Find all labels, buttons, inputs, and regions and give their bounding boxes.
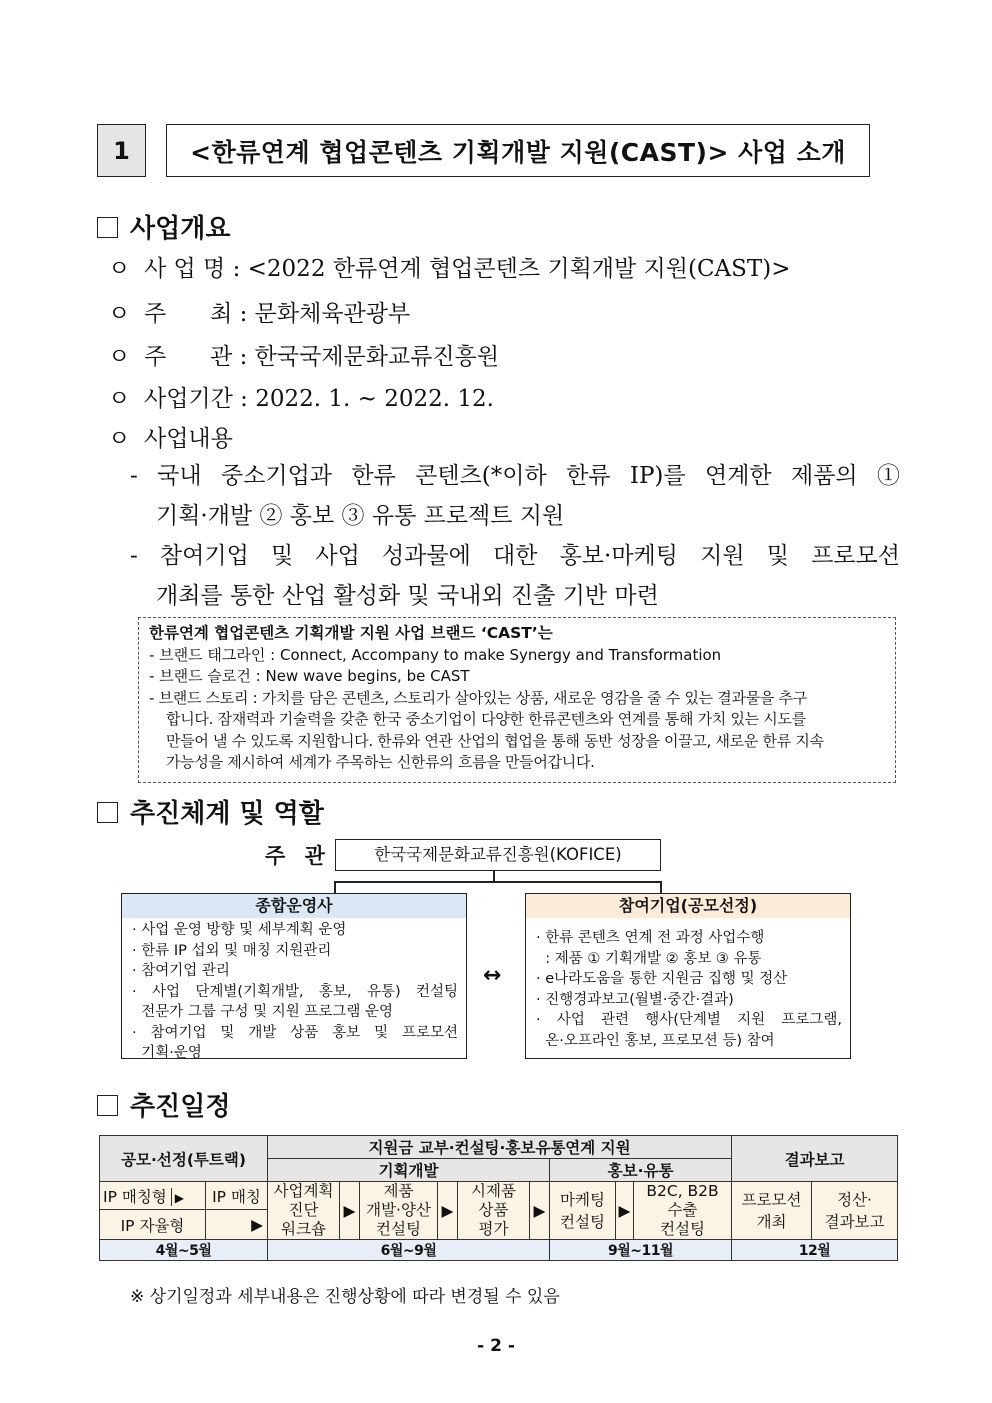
bullet-icon: ㅇ <box>108 386 131 412</box>
operator-item: · 참여기업 및 개발 상품 홍보 및 프로모션 <box>132 1024 458 1041</box>
detail-line: - 참여기업 및 사업 성과물에 대한 홍보·마케팅 지원 및 프로모션 <box>130 543 900 569</box>
header-recruit: 공모·선정(투트랙) <box>100 1136 268 1182</box>
ip-match-type-cell <box>100 1182 206 1210</box>
step-line: 진단 <box>288 1201 319 1219</box>
step-product-dev <box>360 1182 438 1240</box>
detail-line: - 국내 중소기업과 한류 콘텐츠(*이하 한류 IP)를 연계한 제품의 ① <box>130 463 900 489</box>
period-3: 9월~11월 <box>550 1240 732 1261</box>
detail-item-2 <box>130 536 900 616</box>
overview-item-label: 사 업 명 : <2022 한류연계 협업콘텐츠 기획개발 지원(CAST)> <box>144 256 791 282</box>
step-line: 컨설팅 <box>376 1220 421 1238</box>
detail-line: 기획·개발 ② 홍보 ③ 유통 프로젝트 지원 <box>156 503 565 529</box>
step-workshop <box>268 1182 340 1240</box>
operator-item: · 한류 IP 섭외 및 매칭 지원관리 <box>132 942 332 959</box>
host-label: 주 관 <box>265 844 331 868</box>
overview-heading <box>97 208 230 245</box>
step-line: 컨설팅 <box>560 1212 605 1231</box>
period-4: 12월 <box>732 1240 898 1261</box>
page-title: <한류연계 협업콘텐츠 기획개발 지원(CAST)> 사업 소개 <box>166 124 870 177</box>
overview-item-label: 주 관 : 한국국제문화교류진흥원 <box>144 344 500 370</box>
arrow-right-icon: ▶ <box>206 1210 268 1240</box>
step-line: 제품 <box>383 1182 414 1200</box>
step-prototype-eval <box>458 1182 530 1240</box>
overview-item-organizer <box>108 338 499 371</box>
brand-info-box <box>138 617 896 783</box>
brand-slogan: - 브랜드 슬로건 : New wave begins, be CAST <box>149 667 470 685</box>
operator-box <box>121 893 467 1059</box>
ip-match-type-label: IP 매칭형 <box>103 1187 167 1206</box>
connector-line <box>334 881 662 883</box>
brand-story-line: 만들어 낼 수 있도록 지원합니다. 한류와 연관 산업의 협업을 통해 동반 성장을 이끌고, 새로운 한류 지속 <box>166 731 824 750</box>
page-number: - 2 - <box>477 1336 515 1356</box>
overview-item-period <box>108 380 494 413</box>
step-line: 정산· <box>837 1190 872 1209</box>
brand-story-line: 합니다. 잠재력과 기술력을 갖춘 한국 중소기업이 다양한 한류콘텐츠와 연계를 통해 가치 있는 시도를 <box>166 710 806 728</box>
overview-item-label: 사업내용 <box>144 426 233 452</box>
step-line: B2C, B2B <box>646 1182 719 1200</box>
checkbox-square-icon <box>97 802 118 823</box>
step-promotion <box>732 1182 812 1240</box>
ip-self-cell: IP 자율형 <box>100 1210 206 1240</box>
operator-item: · 사업 운영 방향 및 세부계획 운영 <box>132 922 347 938</box>
schedule-heading-text: 추진일정 <box>130 1092 231 1122</box>
participant-item: 온·오프라인 홍보, 프로모션 등) 참여 <box>536 1032 775 1049</box>
brand-tagline: - 브랜드 태그라인 : Connect, Accompany to make Synergy and Transformation <box>149 645 722 664</box>
arrow-right-icon: ▶ <box>530 1182 550 1240</box>
step-line: 수출 <box>667 1201 698 1219</box>
section-number: 1 <box>97 124 146 177</box>
organization-heading-text: 추진체계 및 역할 <box>130 799 324 829</box>
step-line: 프로모션 <box>741 1190 802 1209</box>
header-planning: 기획개발 <box>268 1159 550 1182</box>
bullet-icon: ㅇ <box>108 256 131 282</box>
ip-match-cell: IP 매칭 <box>206 1182 268 1210</box>
overview-item-name <box>108 250 791 283</box>
period-1: 4월~5월 <box>100 1240 268 1261</box>
step-line: 마케팅 <box>560 1190 605 1209</box>
brand-story-line: 가능성을 제시하여 세계가 주목하는 신한류의 흐름을 만들어갑니다. <box>166 753 595 771</box>
overview-item-label: 주 최 : 문화체육관광부 <box>144 301 411 327</box>
step-line: 시제품 <box>471 1182 516 1200</box>
participant-item: · 진행경과보고(월별·중간·결과) <box>536 991 734 1008</box>
bullet-icon: ㅇ <box>108 344 131 370</box>
step-export <box>634 1182 732 1240</box>
header-report: 결과보고 <box>732 1136 898 1182</box>
host-box: 한국국제문화교류진흥원(KOFICE) <box>335 839 661 871</box>
step-line: 결과보고 <box>824 1212 885 1231</box>
operator-item: · 참여기업 관리 <box>132 963 230 979</box>
checkbox-square-icon <box>97 217 118 238</box>
participant-item: · 사업 관련 행사(단계별 지원 프로그램, <box>536 1012 842 1028</box>
header-promo: 홍보·유통 <box>550 1159 732 1182</box>
detail-item-1 <box>130 456 900 536</box>
arrow-cell <box>171 1188 184 1206</box>
arrow-right-icon: ▶ <box>616 1182 634 1240</box>
brand-story-line: - 브랜드 스토리 : 가치를 담은 콘텐츠, 스토리가 살아있는 상품, 새로운 영감을 줄 수 있는 결과물을 추구 <box>149 688 807 707</box>
participant-item: · 한류 콘텐츠 연계 전 과정 사업수행 <box>536 930 765 946</box>
step-line: 개최 <box>756 1212 787 1231</box>
organization-heading <box>97 793 324 830</box>
step-line: 사업계획 <box>273 1182 334 1200</box>
step-marketing <box>550 1182 616 1240</box>
period-2: 6월~9월 <box>268 1240 550 1261</box>
arrow-right-icon: ▶ <box>174 1190 184 1205</box>
step-line: 컨설팅 <box>660 1220 705 1238</box>
overview-item-host <box>108 295 410 328</box>
overview-item-label: 사업기간 : 2022. 1. ~ 2022. 12. <box>144 386 494 412</box>
operator-item: 기획·운영 <box>132 1045 202 1061</box>
operator-item: 전문가 그룹 구성 및 지원 프로그램 운영 <box>132 1004 393 1020</box>
step-line: 평가 <box>478 1220 509 1238</box>
step-line: 개발·양산 <box>366 1201 431 1219</box>
participant-box <box>525 893 851 1059</box>
step-line: 상품 <box>478 1201 509 1219</box>
header-support: 지원금 교부·컨설팅·홍보유통연계 지원 <box>268 1136 732 1159</box>
arrow-right-icon: ▶ <box>438 1182 458 1240</box>
schedule-heading <box>97 1086 230 1123</box>
overview-heading-text: 사업개요 <box>130 214 231 244</box>
operator-item: · 사업 단계별(기획개발, 홍보, 유통) 컨설팅 <box>132 983 458 1000</box>
arrow-right-icon: ▶ <box>340 1182 360 1240</box>
operator-title: 종합운영사 <box>122 894 466 918</box>
checkbox-square-icon <box>97 1095 118 1116</box>
bullet-icon: ㅇ <box>108 426 131 452</box>
detail-line: 개최를 통한 산업 활성화 및 국내외 진출 기반 마련 <box>156 583 659 609</box>
step-settlement <box>812 1182 898 1240</box>
participant-item: · e나라도움을 통한 지원금 집행 및 정산 <box>536 971 788 987</box>
overview-item-content <box>108 420 233 453</box>
schedule-table <box>99 1135 898 1261</box>
schedule-note: ※ 상기일정과 세부내용은 진행상황에 따라 변경될 수 있음 <box>130 1287 560 1307</box>
participant-title: 참여기업(공모선정) <box>526 894 850 918</box>
step-line: 워크숍 <box>281 1220 326 1238</box>
bidirectional-arrow-icon: ↔ <box>483 963 502 988</box>
participant-item: : 제품 ① 기획개발 ② 홍보 ③ 유통 <box>536 950 762 967</box>
bullet-icon: ㅇ <box>108 301 131 327</box>
brand-title: 한류연계 협업콘텐츠 기획개발 지원 사업 브랜드 ‘CAST’는 <box>149 624 553 642</box>
